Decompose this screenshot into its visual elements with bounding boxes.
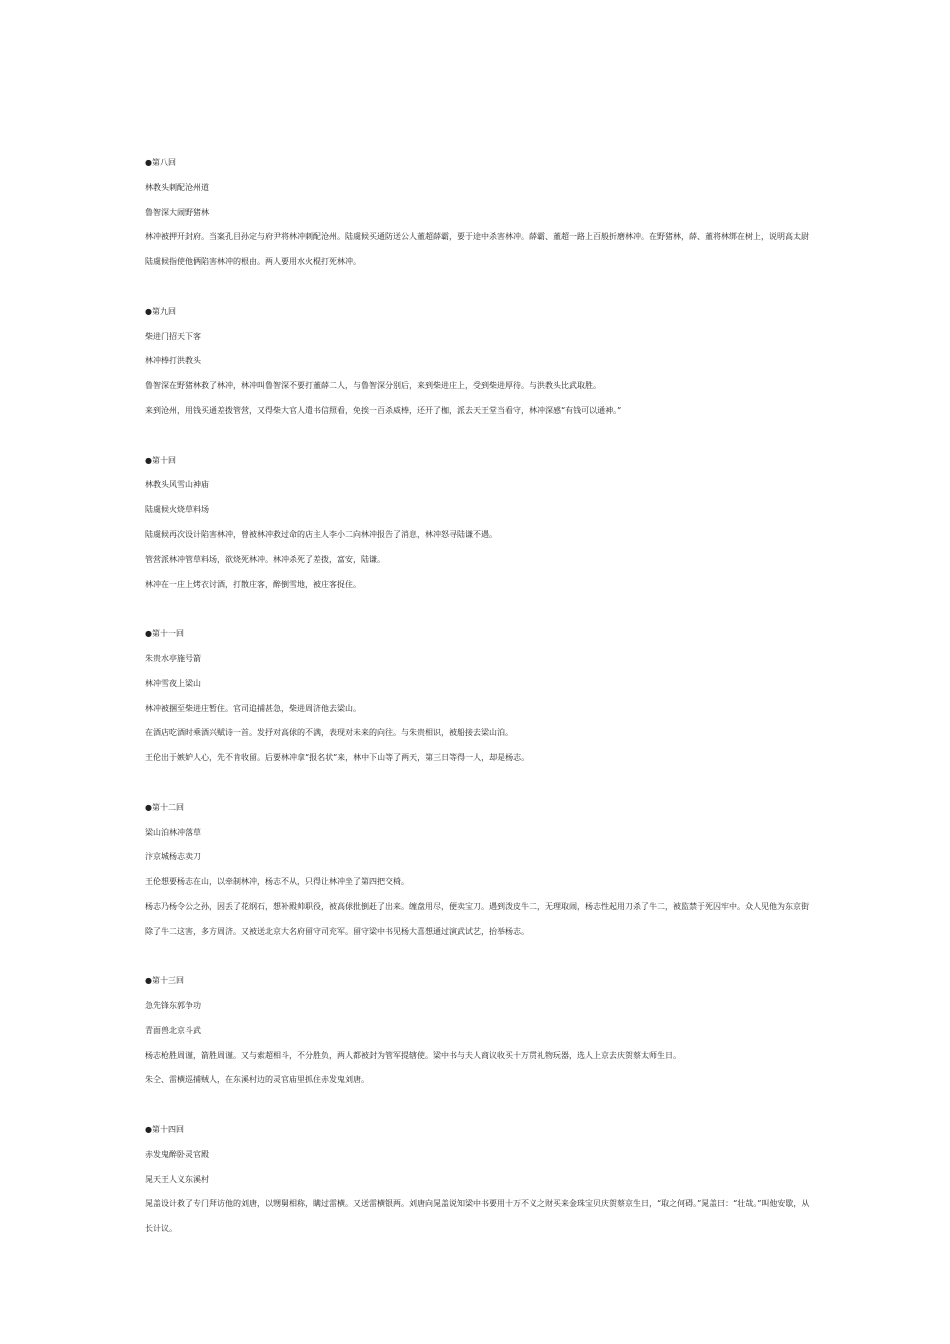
chapter-title: 急先锋东郭争功: [145, 1001, 201, 1011]
chapter-paragraph: 林冲被捆至柴进庄暂住。官司追捕甚急，柴进周济他去梁山。: [145, 703, 361, 713]
chapter-spacer: [145, 424, 813, 449]
chapter-spacer: [145, 275, 813, 300]
chapter-title: 林教头刺配沧州道: [145, 182, 209, 192]
chapter-title: 鲁智深大闹野猪林: [145, 207, 209, 217]
chapter-heading: ●第十二回: [145, 802, 184, 812]
chapter-title: 林教头风雪山神庙: [145, 480, 209, 490]
chapter-heading: ●第八回: [145, 158, 176, 167]
chapter-heading: ●第十回: [145, 455, 176, 465]
chapter-spacer: [145, 945, 813, 970]
chapter-title: 陆虞候火烧草料场: [145, 505, 209, 515]
chapter-paragraph: 杨志乃杨令公之孙，因丢了花纲石，想补殿帅职役，被高俅批倒赶了出来。缠盘用尽，便卖宝刀。遇到泼皮牛二，无理取闹，杨志性起用刀杀了牛二，被监禁于死囚牢中。众人见他为东京街除了牛二这害，多方周济。又被送北京大名府留守司充军。留守梁中书见杨大喜想通过演武试艺，抬举杨志。: [145, 901, 809, 936]
chapter-title: 青面兽北京斗武: [145, 1025, 201, 1035]
chapter-paragraph: 在酒店吃酒时乘酒兴赋诗一首。发抒对高俅的不满，表现对未来的向往。与朱贵相识，被船接去梁山泊。: [145, 728, 513, 738]
chapter-paragraph: 王伦想要杨志在山，以牵制林冲，杨志不从，只得让林冲坐了第四把交椅。: [145, 877, 409, 887]
chapter-paragraph: 来到沧州，用钱买通差拨管营，又得柴大官人遣书信照看，免挨一百杀威棒，还开了枷，派去天王堂当看守，林冲深感“有钱可以通神。”: [145, 405, 622, 415]
chapter-heading: ●第十四回: [145, 1125, 184, 1135]
chapter-title: 汴京城杨志卖刀: [145, 852, 201, 862]
chapter-heading: ●第十三回: [145, 976, 184, 986]
chapter-heading: ●第十一回: [145, 629, 184, 639]
chapter-title: 柴进门招天下客: [145, 331, 201, 341]
chapter-paragraph: 王伦出于嫉妒人心，先不肯收留。后要林冲拿“报名状”来，林中下山等了两天，第三日等得一人，却是杨志。: [145, 753, 530, 763]
chapter-paragraph: 鲁智深在野猪林救了林冲，林冲叫鲁智深不要打董薛二人，与鲁智深分别后，来到柴进庄上，受到柴进厚待。与洪教头比武取胜。: [145, 381, 601, 391]
chapter-paragraph: 晁盖设计救了专门拜访他的刘唐，以甥舅相称，瞒过雷横。又送雷横银两。刘唐向晁盖说知梁中书要用十万不义之财买来金珠宝贝庆贺蔡京生日，“取之何碍。”晁盖曰：“壮哉。”叫他安歇，从长计议。: [145, 1199, 810, 1234]
chapter-spacer: [145, 771, 813, 796]
chapter-title: 晁天王人义东溪村: [145, 1174, 209, 1184]
chapter-spacer: [145, 597, 813, 622]
chapter-paragraph: 陆虞候再次设计陷害林冲，曾被林冲救过命的店主人李小二向林冲报告了消息，林冲怒寻陆谦不遇。: [145, 529, 497, 539]
chapter-title: 林冲雪夜上梁山: [145, 678, 201, 688]
chapter-paragraph: 管营派林冲管草料场，欲烧死林冲。林冲杀死了差拨，富安，陆谦。: [145, 554, 385, 564]
chapter-spacer: [145, 1093, 813, 1118]
document-body: [145, 151, 813, 1242]
chapter-title: 赤发鬼醉卧灵官殿: [145, 1149, 209, 1159]
chapter-paragraph: 朱仝、雷横巡捕贼人，在东溪村边的灵官庙里抓住赤发鬼刘唐。: [145, 1075, 369, 1085]
chapter-title: 梁山泊林冲落草: [145, 827, 201, 837]
chapter-paragraph: 林冲被押开封府。当案孔目孙定与府尹将林冲刺配沧州。陆虞候买通防送公人董超薛霸，要于途中杀害林冲。薛霸、董超一路上百般折磨林冲。在野猪林，薛、董将林绑在树上，说明高太尉陆虞候指使他俩陷害林冲的根由。两人要用水火棍打死林冲。: [145, 232, 809, 267]
chapter-heading: ●第九回: [145, 306, 176, 316]
chapter-title: 朱贵水亭施号箭: [145, 653, 201, 663]
chapter-title: 林冲棒打洪教头: [145, 356, 201, 366]
chapter-paragraph: 林冲在一庄上烤衣讨酒，打散庄客，醉倒雪地，被庄客捉住。: [145, 579, 361, 589]
chapter-paragraph: 杨志枪胜周谨，箭胜周谨。又与索超相斗，不分胜负，两人都被封为管军提辖使。梁中书与夫人商议收买十万贯礼物玩器，选人上京去庆贺蔡太师生日。: [145, 1050, 681, 1060]
